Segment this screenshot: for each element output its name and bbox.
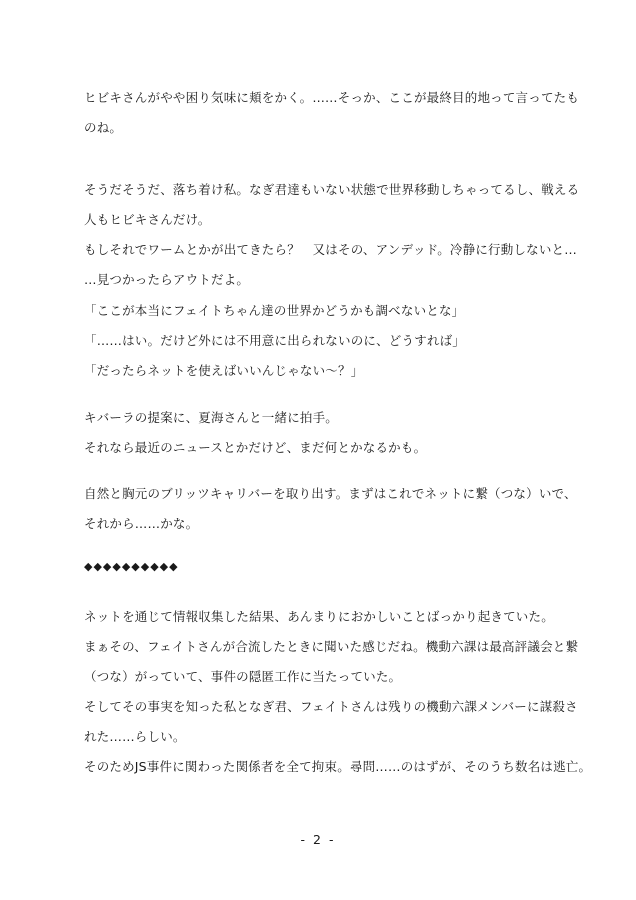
scene-divider: ◆◆◆◆◆◆◆◆◆◆ [84, 560, 179, 573]
text-line: 自然と胸元のブリッツキャリバーを取り出す。まずはこれでネットに繋（つな）いで、 [84, 486, 577, 501]
text-line: 人もヒビキさんだけ。 [84, 212, 211, 227]
dialogue-line: 「……はい。だけど外には不用意に出られないのに、どうすれば」 [84, 333, 466, 348]
text-line: そのためJS事件に関わった関係者を全て拘束。尋問……のはずが、そのうち数名は逃亡。 [84, 759, 592, 774]
text-line: まぁその、フェイトさんが合流したときに聞いた感じだね。機動六課は最高評議会と繋 [84, 639, 579, 654]
page-number: - 2 - [300, 832, 336, 847]
text-line: キバーラの提案に、夏海さんと一緒に拍手。 [84, 410, 339, 425]
text-line: それなら最近のニュースとかだけど、まだ何とかなるかも。 [84, 440, 427, 455]
text-line: …見つかったらアウトだよ。 [84, 272, 250, 287]
text-line: れた……らしい。 [84, 729, 186, 744]
text-line: のね。 [84, 120, 123, 135]
dialogue-line: 「ここが本当にフェイトちゃん達の世界かどうかも調べないとな」 [84, 303, 465, 318]
text-line: ネットを通じて情報収集した結果、あんまりにおかしいことばっかり起きていた。 [84, 609, 554, 624]
text-line: （つな）がっていて、事件の隠匿工作に当たっていた。 [84, 669, 402, 684]
dialogue-line: 「だったらネットを使えばいいんじゃない～？」 [84, 363, 364, 378]
text-line: そうだそうだ、落ち着け私。なぎ君達もいない状態で世界移動しちゃってるし、戦える [84, 182, 580, 197]
text-line: もしそれでワームとかが出てきたら？ 又はその、アンデッド。冷静に行動しないと… [84, 242, 577, 257]
text-line: ヒビキさんがやや困り気味に頬をかく。……そっか、ここが最終目的地って言ってたも [84, 90, 580, 105]
text-line: そしてその事実を知った私となぎ君、フェイトさんは残りの機動六課メンバーに謀殺さ [84, 699, 578, 714]
text-line: それから……かな。 [84, 516, 199, 531]
